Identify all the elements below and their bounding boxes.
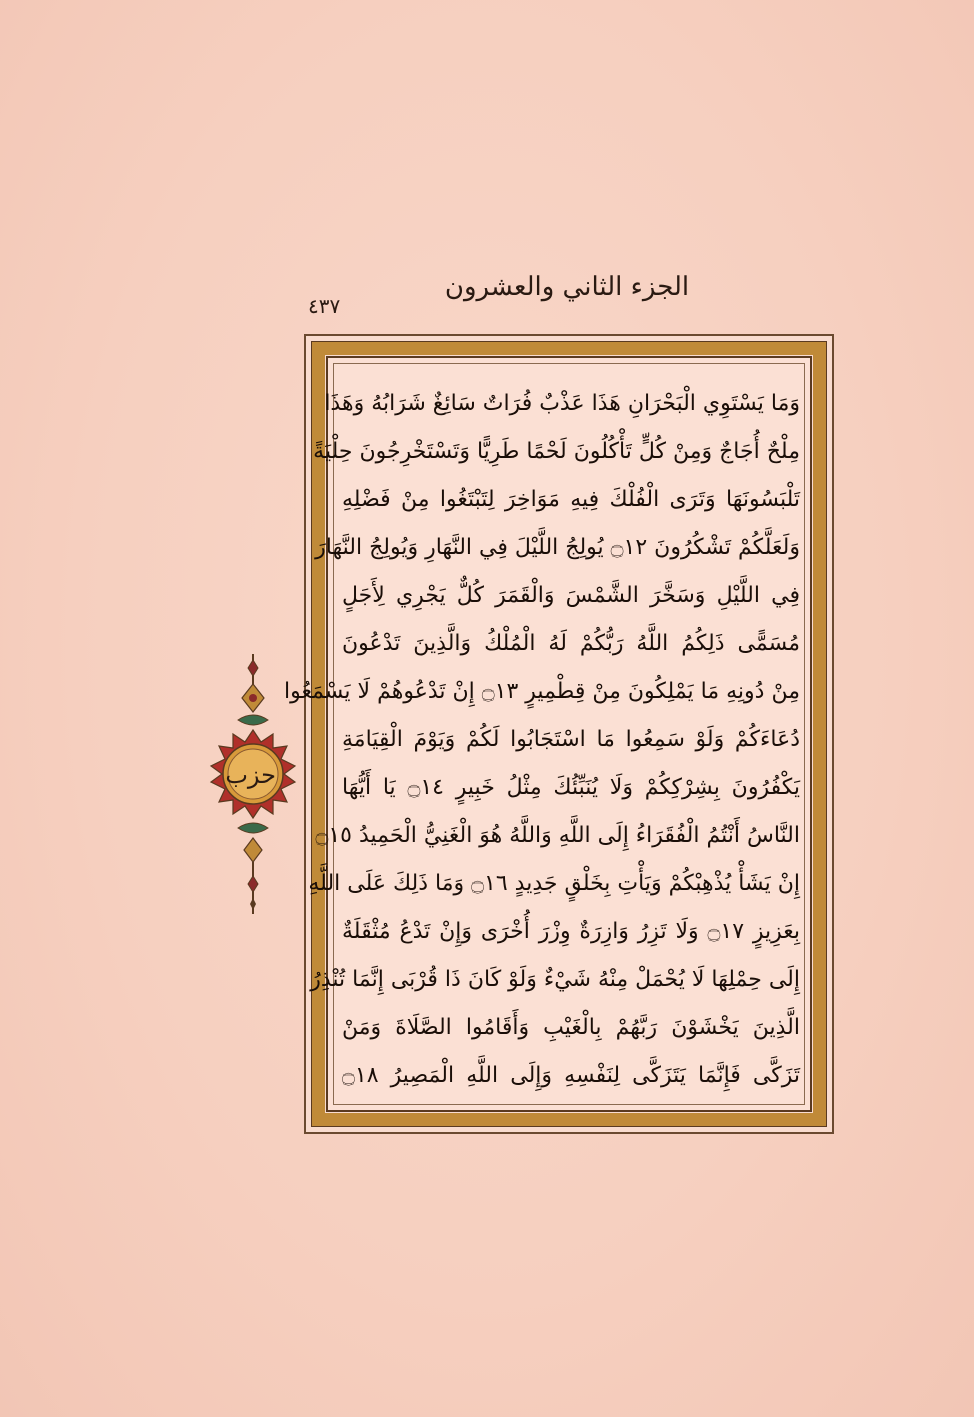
text-line: مِلْحٌ أُجَاجٌ وَمِنْ كُلٍّ تَأْكُلُونَ لَحْمًا طَرِيًّا وَتَسْتَخْرِجُونَ حِلْيَةً — [313, 439, 800, 464]
text-line: يَكْفُرُونَ بِشِرْكِكُمْ وَلَا يُنَبِّئُكَ مِثْلُ خَبِيرٍ ۝١٤ يَا أَيُّهَا — [342, 775, 800, 800]
text-line: إِنْ يَشَأْ يُذْهِبْكُمْ وَيَأْتِ بِخَلْقٍ جَدِيدٍ ۝١٦ وَمَا ذَلِكَ عَلَى اللَّهِ — [308, 871, 800, 896]
text-line: تَلْبَسُونَهَا وَتَرَى الْفُلْكَ فِيهِ مَوَاخِرَ لِتَبْتَغُوا مِنْ فَضْلِهِ — [342, 487, 800, 512]
page-number: ٤٣٧ — [308, 294, 341, 318]
text-line: إِلَى حِمْلِهَا لَا يُحْمَلْ مِنْهُ شَيْءٌ وَلَوْ كَانَ ذَا قُرْبَى إِنَّمَا تُنْذِرُ — [310, 967, 800, 992]
text-line: مِنْ دُونِهِ مَا يَمْلِكُونَ مِنْ قِطْمِيرٍ ۝١٣ إِنْ تَدْعُوهُمْ لَا يَسْمَعُوا — [284, 679, 800, 704]
text-line: بِعَزِيزٍ ۝١٧ وَلَا تَزِرُ وَازِرَةٌ وِزْرَ أُخْرَى وَإِنْ تَدْعُ مُثْقَلَةٌ — [342, 919, 800, 944]
page-header — [300, 272, 834, 316]
text-line: الَّذِينَ يَخْشَوْنَ رَبَّهُمْ بِالْغَيْبِ وَأَقَامُوا الصَّلَاةَ وَمَنْ — [342, 1015, 800, 1040]
juz-title: الجزء الثاني والعشرون — [444, 272, 690, 302]
text-line: تَزَكَّى فَإِنَّمَا يَتَزَكَّى لِنَفْسِهِ وَإِلَى اللَّهِ الْمَصِيرُ ۝١٨ — [342, 1063, 800, 1088]
quran-text — [284, 380, 800, 1090]
text-line: وَمَا يَسْتَوِي الْبَحْرَانِ هَذَا عَذْبٌ فُرَاتٌ سَائِغٌ شَرَابُهُ وَهَذَا — [324, 391, 800, 416]
text-line: مُسَمًّى ذَلِكُمُ اللَّهُ رَبُّكُمْ لَهُ الْمُلْكُ وَالَّذِينَ تَدْعُونَ — [342, 631, 800, 656]
text-line: النَّاسُ أَنْتُمُ الْفُقَرَاءُ إِلَى اللَّهِ وَاللَّهُ هُوَ الْغَنِيُّ الْحَمِيدُ ۝١٥ — [315, 823, 800, 848]
hizb-label: حزب — [225, 761, 276, 789]
text-line: فِي اللَّيْلِ وَسَخَّرَ الشَّمْسَ وَالْقَمَرَ كُلٌّ يَجْرِي لِأَجَلٍ — [342, 583, 800, 608]
text-line: دُعَاءَكُمْ وَلَوْ سَمِعُوا مَا اسْتَجَابُوا لَكُمْ وَيَوْمَ الْقِيَامَةِ — [342, 727, 800, 752]
text-line: وَلَعَلَّكُمْ تَشْكُرُونَ ۝١٢ يُولِجُ اللَّيْلَ فِي النَّهَارِ وَيُولِجُ النَّهَارَ — [315, 535, 800, 560]
text-frame — [284, 334, 834, 1134]
